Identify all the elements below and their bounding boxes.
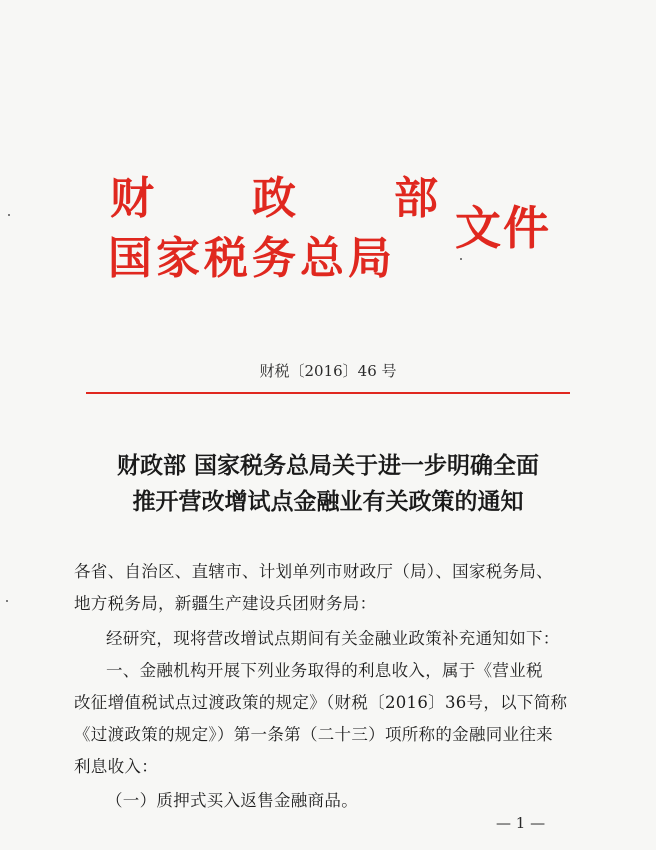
scan-speck bbox=[460, 258, 462, 260]
document-title-line-2: 推开营改增试点金融业有关政策的通知 bbox=[132, 488, 524, 515]
issuer-ministry-of-finance bbox=[110, 162, 440, 226]
item-1-line-4: 利息收入： bbox=[74, 757, 158, 776]
item-1-line-3: 《过渡政策的规定》）第一条第（二十三）项所称的金融同业往来 bbox=[74, 725, 553, 744]
document-title-line-1: 财政部 国家税务总局关于进一步明确全面 bbox=[116, 452, 539, 479]
scan-speck bbox=[8, 214, 10, 216]
issuer-char: 财 bbox=[110, 173, 156, 224]
issuer-char: 部 bbox=[394, 173, 440, 224]
scan-speck bbox=[6, 600, 8, 602]
issuer-state-taxation-administration: 国家税务总局 bbox=[108, 233, 396, 284]
addressee-line-1: 各省、自治区、直辖市、计划单列市财政厅（局）、国家税务局、 bbox=[74, 562, 553, 581]
red-divider-line bbox=[86, 392, 570, 394]
document-number: 财税〔2016〕46 号 bbox=[259, 362, 397, 380]
intro-paragraph: 经研究，现将营改增试点期间有关金融业政策补充通知如下： bbox=[106, 629, 560, 648]
item-1-line-2: 改征增值税试点过渡政策的规定》（财税〔2016〕36号，以下简称 bbox=[74, 693, 568, 712]
addressee-line-2: 地方税务局，新疆生产建设兵团财务局： bbox=[74, 594, 377, 613]
page-number: — 1 — bbox=[496, 814, 546, 832]
item-1-line-1: 一、金融机构开展下列业务取得的利息收入，属于《营业税 bbox=[106, 661, 543, 680]
sub-item-1: （一）质押式买入返售金融商品。 bbox=[106, 791, 358, 810]
issuer-char: 政 bbox=[252, 173, 298, 224]
document-type-label: 文件 bbox=[455, 201, 551, 255]
